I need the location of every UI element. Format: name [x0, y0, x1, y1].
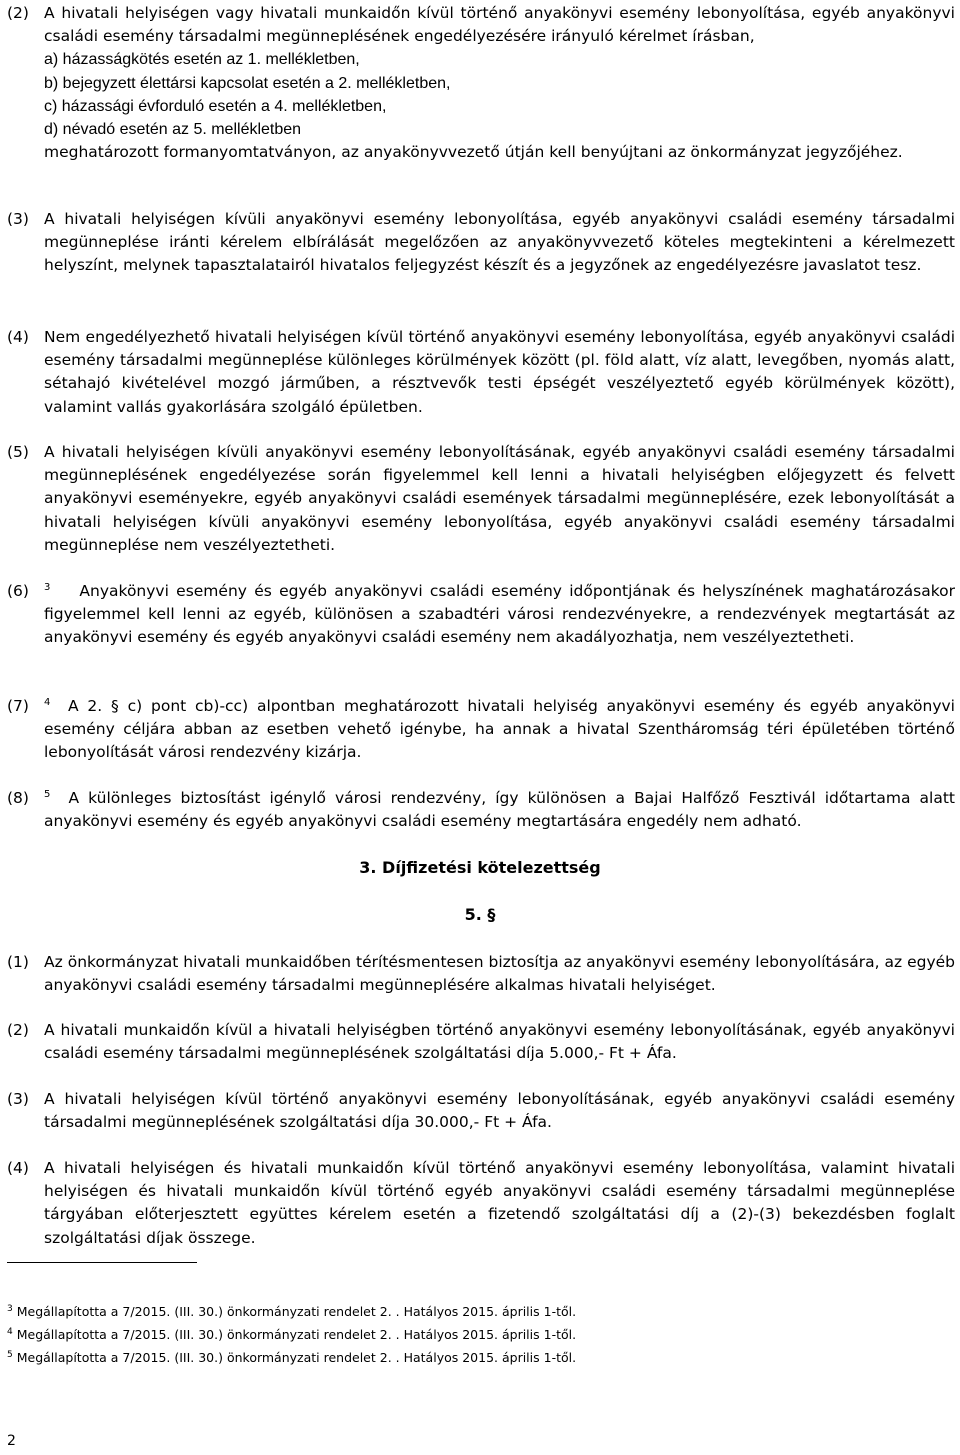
- paragraph-number: (7): [7, 697, 29, 715]
- section-paragraph-mark: 5. §: [464, 905, 496, 924]
- footnote-text: Megállapította a 7/2015. (III. 30.) önkormányzati rendelet 2. . Hatályos 2015. április 1-től.: [16, 1304, 577, 1319]
- footnote-separator: [7, 1262, 197, 1263]
- list-item: c) házassági évforduló esetén a 4. mellékletben,: [44, 97, 387, 115]
- paragraph-number: (6): [7, 582, 29, 600]
- paragraph-number: (5): [7, 443, 29, 461]
- paragraph-text: meghatározott formanyomtatványon, az anyakönyvvezető útján kell benyújtani az önkormányzat jegyzőjéhez.: [44, 143, 903, 162]
- footnote-ref[interactable]: 5: [44, 788, 51, 800]
- paragraph-text: A hivatali helyiségen kívül történő anyakönyvi esemény lebonyolításának, egyéb anyakönyvi családi esemény társadalmi megünneplésének szolgáltatási díja 30.000,- Ft + Áfa.: [44, 1090, 955, 1132]
- paragraph-7: [7, 695, 955, 765]
- paragraph-text: A hivatali helyiségen kívüli anyakönyvi esemény lebonyolítása, egyéb anyakönyvi családi esemény társadalmi megünneplése iránti kérelem elbírálását megelőzően az anyakönyvvezető köteles megtekinteni a kérelmezett helyszínt, melynek tapasztalatairól hivatalos feljegyzést készít és a jegyzőnek az engedélyezésre javaslatot tesz.: [44, 210, 955, 275]
- paragraph-number: (2): [7, 4, 29, 22]
- paragraph-number: (1): [7, 953, 29, 971]
- paragraph-3: [7, 208, 955, 278]
- paragraph-text: Nem engedélyezhető hivatali helyiségen kívül történő anyakönyvi esemény lebonyolítása, egyéb anyakönyvi családi esemény társadalmi megünneplése különleges körülmények között (pl. föld alatt, víz alatt, levegőben, nyomás alatt, sétahajó kivételével mozgó járműben, a résztvevők testi épségét veszélyeztető egyéb körülmények között), valamint vallás gyakorlására szolgáló épületben.: [44, 328, 955, 416]
- footnote: [7, 1349, 576, 1366]
- paragraph-number: (3): [7, 1090, 29, 1108]
- list-item: a) házasságkötés esetén az 1. mellékletben,: [44, 51, 360, 69]
- footnote-ref[interactable]: 3: [44, 581, 51, 593]
- paragraph-6: [7, 580, 955, 650]
- paragraph-number: (2): [7, 1021, 29, 1039]
- paragraph-text: A hivatali helyiségen és hivatali munkaidőn kívül történő anyakönyvi esemény lebonyolítása, valamint hivatali helyiségen és hivatali munkaidőn kívül történő egyéb anyakönyvi családi esemény társadalmi megünneplése tárgyában előterjesztett együttes kérelem esetén a fizetendő szolgáltatási díj a (2)-(3) bekezdésben foglalt szolgáltatási díjak összege.: [44, 1159, 955, 1247]
- footnote-number: 4: [7, 1326, 13, 1337]
- footnote-text: Megállapította a 7/2015. (III. 30.) önkormányzati rendelet 2. . Hatályos 2015. április 1-től.: [16, 1350, 577, 1365]
- footnote: [7, 1303, 576, 1320]
- paragraph-5: [7, 441, 955, 557]
- paragraph-text: A hivatali helyiségen kívüli anyakönyvi esemény lebonyolításának, egyéb anyakönyvi családi esemény társadalmi megünneplésének engedélyezése során figyelemmel kell lenni a hivatali helyiségben előjegyzett és felvett anyakönyvi eseményekre, egyéb anyakönyvi családi események társadalmi megünneplésére, ezek lebonyolítását a hivatali helyiségen kívüli anyakönyvi esemény lebonyolítása, egyéb anyakönyvi családi esemény társadalmi megünneplése nem veszélyeztetheti.: [44, 443, 955, 554]
- paragraph-2: [7, 2, 955, 164]
- footnote-text: Megállapította a 7/2015. (III. 30.) önkormányzati rendelet 2. . Hatályos 2015. április 1-től.: [16, 1327, 577, 1342]
- section-paragraph-3: [7, 1088, 955, 1134]
- paragraph-text: A hivatali helyiségen vagy hivatali munkaidőn kívül történő anyakönyvi esemény lebonyolítása, egyéb anyakönyvi családi esemény társadalmi megünneplésének engedélyezésére irányuló kérelmet írásban,: [44, 4, 955, 46]
- section-title: 3. Díjfizetési kötelezettség: [359, 858, 601, 877]
- paragraph-number: (3): [7, 210, 29, 228]
- section-paragraph-4: [7, 1157, 955, 1250]
- paragraph-4: [7, 326, 955, 419]
- paragraph-number: (8): [7, 789, 29, 807]
- footnote-ref[interactable]: 4: [44, 696, 51, 708]
- paragraph-text: A 2. § c) pont cb)-cc) alpontban meghatározott hivatali helyiség anyakönyvi esemény és egyéb anyakönyvi esemény céljára abban az esetben vehető igénybe, ha annak a hivatal Szentháromság téri épületében történő lebonyolítását városi rendezvény kizárja.: [44, 697, 955, 762]
- footnote-number: 3: [7, 1303, 13, 1314]
- paragraph-text: A különleges biztosítást igénylő városi rendezvény, így különösen a Bajai Halfőző Fesztivál időtartama alatt anyakönyvi esemény és egyéb anyakönyvi családi esemény megtartására engedély nem adható.: [44, 789, 955, 831]
- paragraph-8: [7, 787, 955, 833]
- list-item: b) bejegyzett élettársi kapcsolat esetén a 2. mellékletben,: [44, 74, 451, 92]
- section-paragraph-1: [7, 951, 955, 997]
- section-paragraph-2: [7, 1019, 955, 1065]
- page-number: 2: [7, 1433, 16, 1449]
- list-item: d) névadó esetén az 5. mellékletben: [44, 121, 302, 139]
- paragraph-text: Anyakönyvi esemény és egyéb anyakönyvi családi esemény időpontjának és helyszínének maghatározásakor figyelemmel kell lenni az egyéb, különösen a szabadtéri városi rendezvényekre, a rendezvények megtartását az anyakönyvi esemény és egyéb anyakönyvi családi esemény nem akadályozhatja, nem veszélyeztetheti.: [44, 582, 955, 647]
- paragraph-number: (4): [7, 328, 29, 346]
- paragraph-number: (4): [7, 1159, 29, 1177]
- footnote-number: 5: [7, 1349, 13, 1360]
- paragraph-text: Az önkormányzat hivatali munkaidőben térítésmentesen biztosítja az anyakönyvi esemény lebonyolítására, az egyéb anyakönyvi családi esemény társadalmi megünneplésére alkalmas hivatali helyiséget.: [44, 953, 955, 995]
- footnote: [7, 1326, 576, 1343]
- paragraph-text: A hivatali munkaidőn kívül a hivatali helyiségben történő anyakönyvi esemény lebonyolításának, egyéb anyakönyvi családi esemény társadalmi megünneplésének szolgáltatási díja 5.000,- Ft + Áfa.: [44, 1021, 955, 1063]
